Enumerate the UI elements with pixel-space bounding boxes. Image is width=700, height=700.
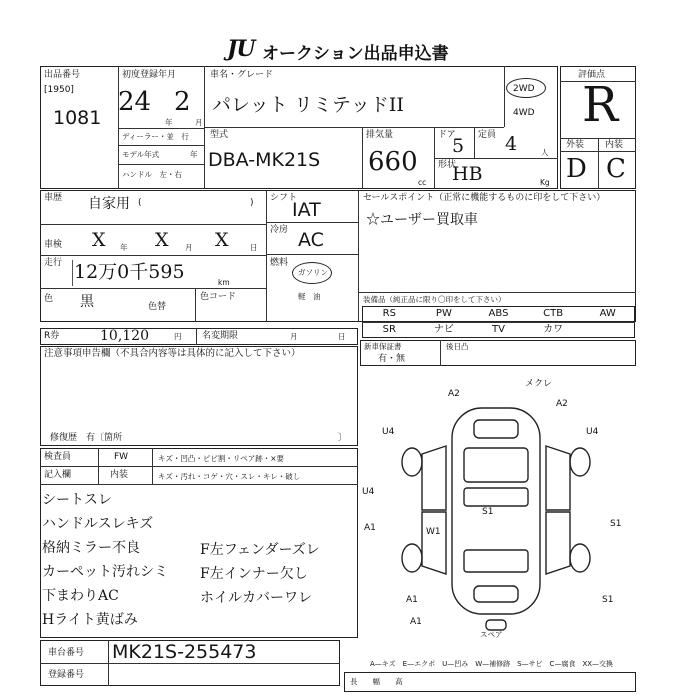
expire-tsuki: 月 [290, 332, 298, 341]
ju-logo: JU [227, 36, 255, 62]
history-label: 車歴 [44, 193, 63, 203]
handwritten-note: F左フェンダーズレ [200, 542, 320, 558]
damage-mark: S1 [482, 507, 494, 517]
sales-point-text: ☆ユーザー買取車 [366, 212, 478, 228]
dealer-label: ディーラー・並 行 [122, 132, 189, 141]
lot-sub: [1950] [44, 85, 74, 95]
kg-unit: Kg [540, 178, 550, 187]
rating-label: 評価点 [578, 70, 606, 80]
damage-mark: U4 [382, 427, 395, 437]
repair-close-bracket: 〕 [338, 433, 348, 443]
windshield [464, 448, 528, 482]
displacement-value: 660 [368, 147, 418, 177]
car-name-label: 車名・グレード [210, 70, 274, 80]
shape-label: 形状 [438, 160, 457, 170]
spare-tire [486, 620, 506, 630]
mileage-label: 走行 [44, 258, 63, 268]
int-value: C [606, 154, 626, 184]
history-paren-open: ( [138, 198, 142, 208]
color-code-label: 色コード [200, 292, 237, 302]
inspection-tsuki: 月 [185, 243, 193, 252]
displacement-label: 排気量 [366, 130, 394, 140]
km-box [72, 260, 215, 286]
inspection-value-2: X [155, 229, 169, 251]
r-ken-row [40, 328, 358, 345]
inspection-value-3: X [215, 229, 229, 251]
nh-label: 内装 [110, 470, 129, 480]
damage-mark: A2 [448, 389, 460, 399]
fuel-value: ガソリン [298, 268, 328, 277]
warranty-note-label: 後日凸 [446, 342, 469, 351]
inspector-label-2: 記入欄 [44, 470, 72, 480]
r-ken-yen: 円 [174, 332, 182, 341]
light-oil: 軽 油 [298, 292, 321, 301]
model-label: 型式 [210, 130, 229, 140]
ac-label: 冷房 [270, 225, 289, 235]
inspect-row1: キズ・凹凸・ピビ割・リペア跡・×要 [158, 454, 284, 463]
left-front-door [422, 446, 446, 510]
handwritten-note: 下まわりAC [42, 588, 119, 604]
equipment-item: ABS [488, 308, 509, 319]
legend-text: A—キズ E—エクボ U—凹み W—補修跡 S—サビ C—腐食 XX—交換 [370, 660, 614, 668]
first-reg-month: 2 [174, 87, 191, 117]
year-char: 年 [165, 118, 173, 127]
rear-window [464, 550, 528, 572]
handwritten-note: カーペット汚れシミ [42, 564, 168, 580]
lot-number: 1081 [53, 107, 102, 129]
drive-2wd: 2WD [513, 84, 535, 94]
model-year-label: モデル年式 [122, 150, 160, 159]
equipment-item: AW [599, 308, 616, 319]
damage-mark: A1 [364, 523, 376, 533]
inspection-label: 車検 [44, 240, 63, 250]
person-unit: 人 [541, 148, 549, 157]
ext-label: 外装 [566, 140, 585, 150]
sales-point-label: セールスポイント（正常に機能するものに印をして下さい） [363, 193, 606, 203]
chassis-label: 車台番号 [48, 648, 85, 658]
repair-label: 修復歴 有〔箇所 [50, 433, 123, 443]
first-reg-label: 初度登録年月 [122, 70, 177, 80]
equipment-item: RS [382, 308, 396, 319]
fuel-circle [292, 262, 332, 284]
inspect-row2: キズ・汚れ・コゲ・穴・スレ・キレ・破し [158, 472, 301, 481]
r-ken-label: R券 [44, 331, 60, 341]
capacity-label: 定員 [478, 130, 497, 140]
equipment-label: 装備品（純正品に限り〇印をして下さい） [363, 295, 506, 304]
notes-label: 注意事項申告欄（不具合内容等は具体的に記入して下さい） [44, 348, 301, 359]
form-title: オークション出品申込書 [262, 44, 449, 64]
month-char: 月 [195, 118, 203, 127]
inspection-hi: 日 [250, 243, 258, 252]
equipment-item: CTB [543, 308, 564, 319]
handwritten-note: ホイルカバーワレ [200, 590, 312, 606]
expire-hi: 日 [338, 332, 346, 341]
drive-4wd: 4WD [513, 108, 535, 118]
history-paren-close: ) [250, 198, 254, 208]
wheel-rear-left [402, 544, 422, 572]
cc-unit: cc [418, 178, 427, 187]
damage-mark: W1 [426, 527, 441, 537]
left-rear-door [422, 512, 446, 574]
doors-value: 5 [452, 135, 465, 157]
first-reg-year: 24 [118, 87, 152, 117]
handwritten-note: シートスレ [42, 492, 112, 508]
damage-mark: U4 [586, 427, 599, 437]
hood [474, 420, 518, 438]
equipment-item: TV [492, 324, 505, 335]
rating-value: R [582, 77, 619, 133]
trunk [474, 586, 518, 602]
handwritten-note: Hライト黄ばみ [42, 612, 138, 628]
damage-mark: A2 [556, 399, 568, 409]
mileage-value: 12万0千595 [74, 261, 185, 283]
chassis-value: MK21S-255473 [112, 641, 257, 663]
car-name: パレット リミテッドII [212, 94, 404, 116]
color-label: 色 [44, 294, 54, 304]
roof-front [464, 488, 528, 506]
shape-value: HB [452, 163, 483, 185]
capacity-value: 4 [505, 133, 518, 155]
right-front-door [546, 446, 570, 510]
spare-label: スペア [480, 630, 503, 639]
damage-mark: A1 [410, 617, 422, 627]
r-ken-value: 10,120 [100, 328, 149, 344]
drive-2wd-circle [506, 78, 546, 98]
car-damage-diagram [360, 370, 636, 642]
ac-value: AC [298, 229, 324, 251]
damage-mark: U4 [362, 487, 375, 497]
fuel-label: 燃料 [270, 258, 289, 268]
expire-label: 名変期限 [202, 331, 239, 341]
equipment-item: ナビ [433, 324, 454, 335]
handle-label: ハンドル 左・右 [122, 170, 182, 179]
damage-mark: メクレ [525, 379, 553, 389]
warranty-label: 新車保証書 [364, 342, 402, 351]
model-code: DBA-MK21S [208, 149, 321, 171]
doors-label: ドア [438, 130, 456, 140]
handwritten-note: ハンドルスレキズ [42, 516, 154, 532]
ext-value: D [566, 154, 587, 184]
color-change-label: 色替 [148, 302, 167, 312]
wheel-front-left [402, 448, 422, 476]
km-unit: km [218, 278, 230, 287]
damage-mark: S1 [610, 519, 622, 529]
lot-label: 出品番号 [44, 70, 81, 80]
wheel-front-right [570, 448, 590, 476]
color-value: 黒 [80, 294, 94, 310]
handwritten-note: 格納ミラー不良 [42, 540, 140, 556]
history-value: 自家用 [88, 196, 130, 212]
notes-box [40, 346, 358, 446]
damage-mark: A1 [406, 595, 418, 605]
inspection-nen: 年 [120, 243, 128, 252]
car-body-outline [452, 408, 540, 614]
wheel-rear-right [570, 544, 590, 572]
shift-value: IAT [292, 199, 321, 221]
equipment-item: カワ [543, 324, 564, 335]
int-label: 内装 [605, 140, 624, 150]
equipment-item: PW [435, 308, 452, 319]
inspection-value: X [92, 229, 106, 251]
fw-label: FW [114, 452, 129, 462]
handwritten-note: F左インナー欠し [200, 566, 308, 582]
right-rear-door [546, 512, 570, 574]
equipment-item: SR [382, 324, 396, 335]
warranty-options: 有・無 [378, 354, 406, 364]
inspector-label-1: 検査員 [44, 452, 72, 462]
dims-label: 長 幅 高 [350, 677, 403, 686]
shift-label: シフト [270, 193, 298, 203]
year-char-2: 年 [190, 150, 198, 159]
reg-label: 登録番号 [48, 670, 85, 680]
damage-mark: S1 [602, 595, 614, 605]
